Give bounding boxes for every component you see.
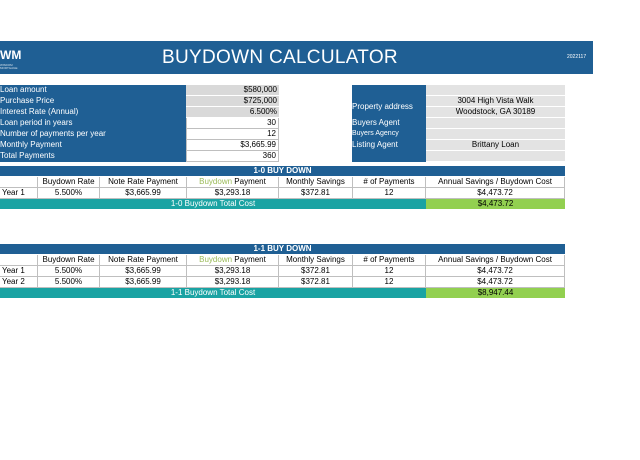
purchase-price-value[interactable]: $725,000 [186,96,279,107]
row-buydown: $3,293.18 [187,277,279,288]
row-savings: $372.81 [279,188,353,199]
col-buydown-header [187,255,279,266]
loan-period-value[interactable]: 30 [186,118,279,129]
row-rate[interactable]: 5.500% [38,188,100,199]
buyers-agency-label: Buyers Agency [352,129,426,140]
payments-per-year-label: Number of payments per year [0,129,186,140]
buydown-11-total-label: 1-1 Buydown Total Cost [0,288,426,298]
property-footer-value-blank [426,151,565,162]
row-buydown: $3,293.18 [187,266,279,277]
col-year-header [0,255,38,266]
col-rate-header: Buydown Rate [38,177,100,188]
row-savings: $372.81 [279,266,353,277]
col-payments-header: # of Payments [353,177,426,188]
row-annual: $4,473.72 [426,188,565,199]
row-year: Year 2 [0,277,38,288]
property-header-blank [352,85,426,96]
monthly-payment-value: $3,665.99 [186,140,279,151]
monthly-payment-label: Monthly Payment [0,140,186,151]
company-logo [0,46,28,70]
buyers-agency-value[interactable] [426,129,565,140]
col-year-header [0,177,38,188]
listing-agent-value[interactable]: Brittany Loan [426,140,565,151]
interest-rate-label: Interest Rate (Annual) [0,107,186,118]
buydown-10-title: 1-0 BUY DOWN [0,166,565,176]
col-note-header: Note Rate Payment [100,177,187,188]
buydown-10-total-label: 1-0 Buydown Total Cost [0,199,426,209]
property-address-label: Property address [352,96,426,118]
total-payments-value: 360 [186,151,279,162]
listing-agent-label: Listing Agent [352,140,426,151]
total-payments-label: Total Payments [0,151,186,162]
row-note: $3,665.99 [100,266,187,277]
loan-amount-label: Loan amount [0,85,186,96]
col-buydown-suffix: Payment [232,255,266,264]
property-footer-blank [352,151,426,162]
row-rate[interactable]: 5.500% [38,266,100,277]
row-payments: 12 [353,277,426,288]
col-savings-header: Monthly Savings [279,177,353,188]
row-note: $3,665.99 [100,277,187,288]
version-code: 2022117 [567,54,587,60]
loan-amount-value[interactable]: $580,000 [186,85,279,96]
col-annual-header: Annual Savings / Buydown Cost [426,255,565,266]
col-rate-header: Buydown Rate [38,255,100,266]
col-annual-header: Annual Savings / Buydown Cost [426,177,565,188]
row-annual: $4,473.72 [426,277,565,288]
buyers-agent-label: Buyers Agent [352,118,426,129]
buydown-11-total-value: $8,947.44 [426,288,565,298]
property-address-line2[interactable]: Woodstock, GA 30189 [426,107,565,118]
logo-subtext: WISDOM MORTGAGE [0,63,18,70]
row-year: Year 1 [0,266,38,277]
row-rate[interactable]: 5.500% [38,277,100,288]
col-buydown-suffix: Payment [232,177,266,186]
row-payments: 12 [353,266,426,277]
property-header-value-blank [426,85,565,96]
purchase-price-label: Purchase Price [0,96,186,107]
property-address-line1[interactable]: 3004 High Vista Walk [426,96,565,107]
col-note-header: Note Rate Payment [100,255,187,266]
row-savings: $372.81 [279,277,353,288]
interest-rate-value[interactable]: 6.500% [186,107,279,118]
col-payments-header: # of Payments [353,255,426,266]
row-buydown: $3,293.18 [187,188,279,199]
col-buydown-highlight: Buydown [199,255,233,264]
buydown-11-title: 1-1 BUY DOWN [0,244,565,254]
row-payments: 12 [353,188,426,199]
col-buydown-highlight: Buydown [199,177,233,186]
row-annual: $4,473.72 [426,266,565,277]
row-note: $3,665.99 [100,188,187,199]
payments-per-year-value[interactable]: 12 [186,129,279,140]
buyers-agent-value[interactable] [426,118,565,129]
row-year: Year 1 [0,188,38,199]
col-buydown-header [187,177,279,188]
col-savings-header: Monthly Savings [279,255,353,266]
buydown-10-total-value: $4,473.72 [426,199,565,209]
loan-period-label: Loan period in years [0,118,186,129]
logo-text: WM [0,48,22,62]
page-title: BUYDOWN CALCULATOR [162,47,398,68]
